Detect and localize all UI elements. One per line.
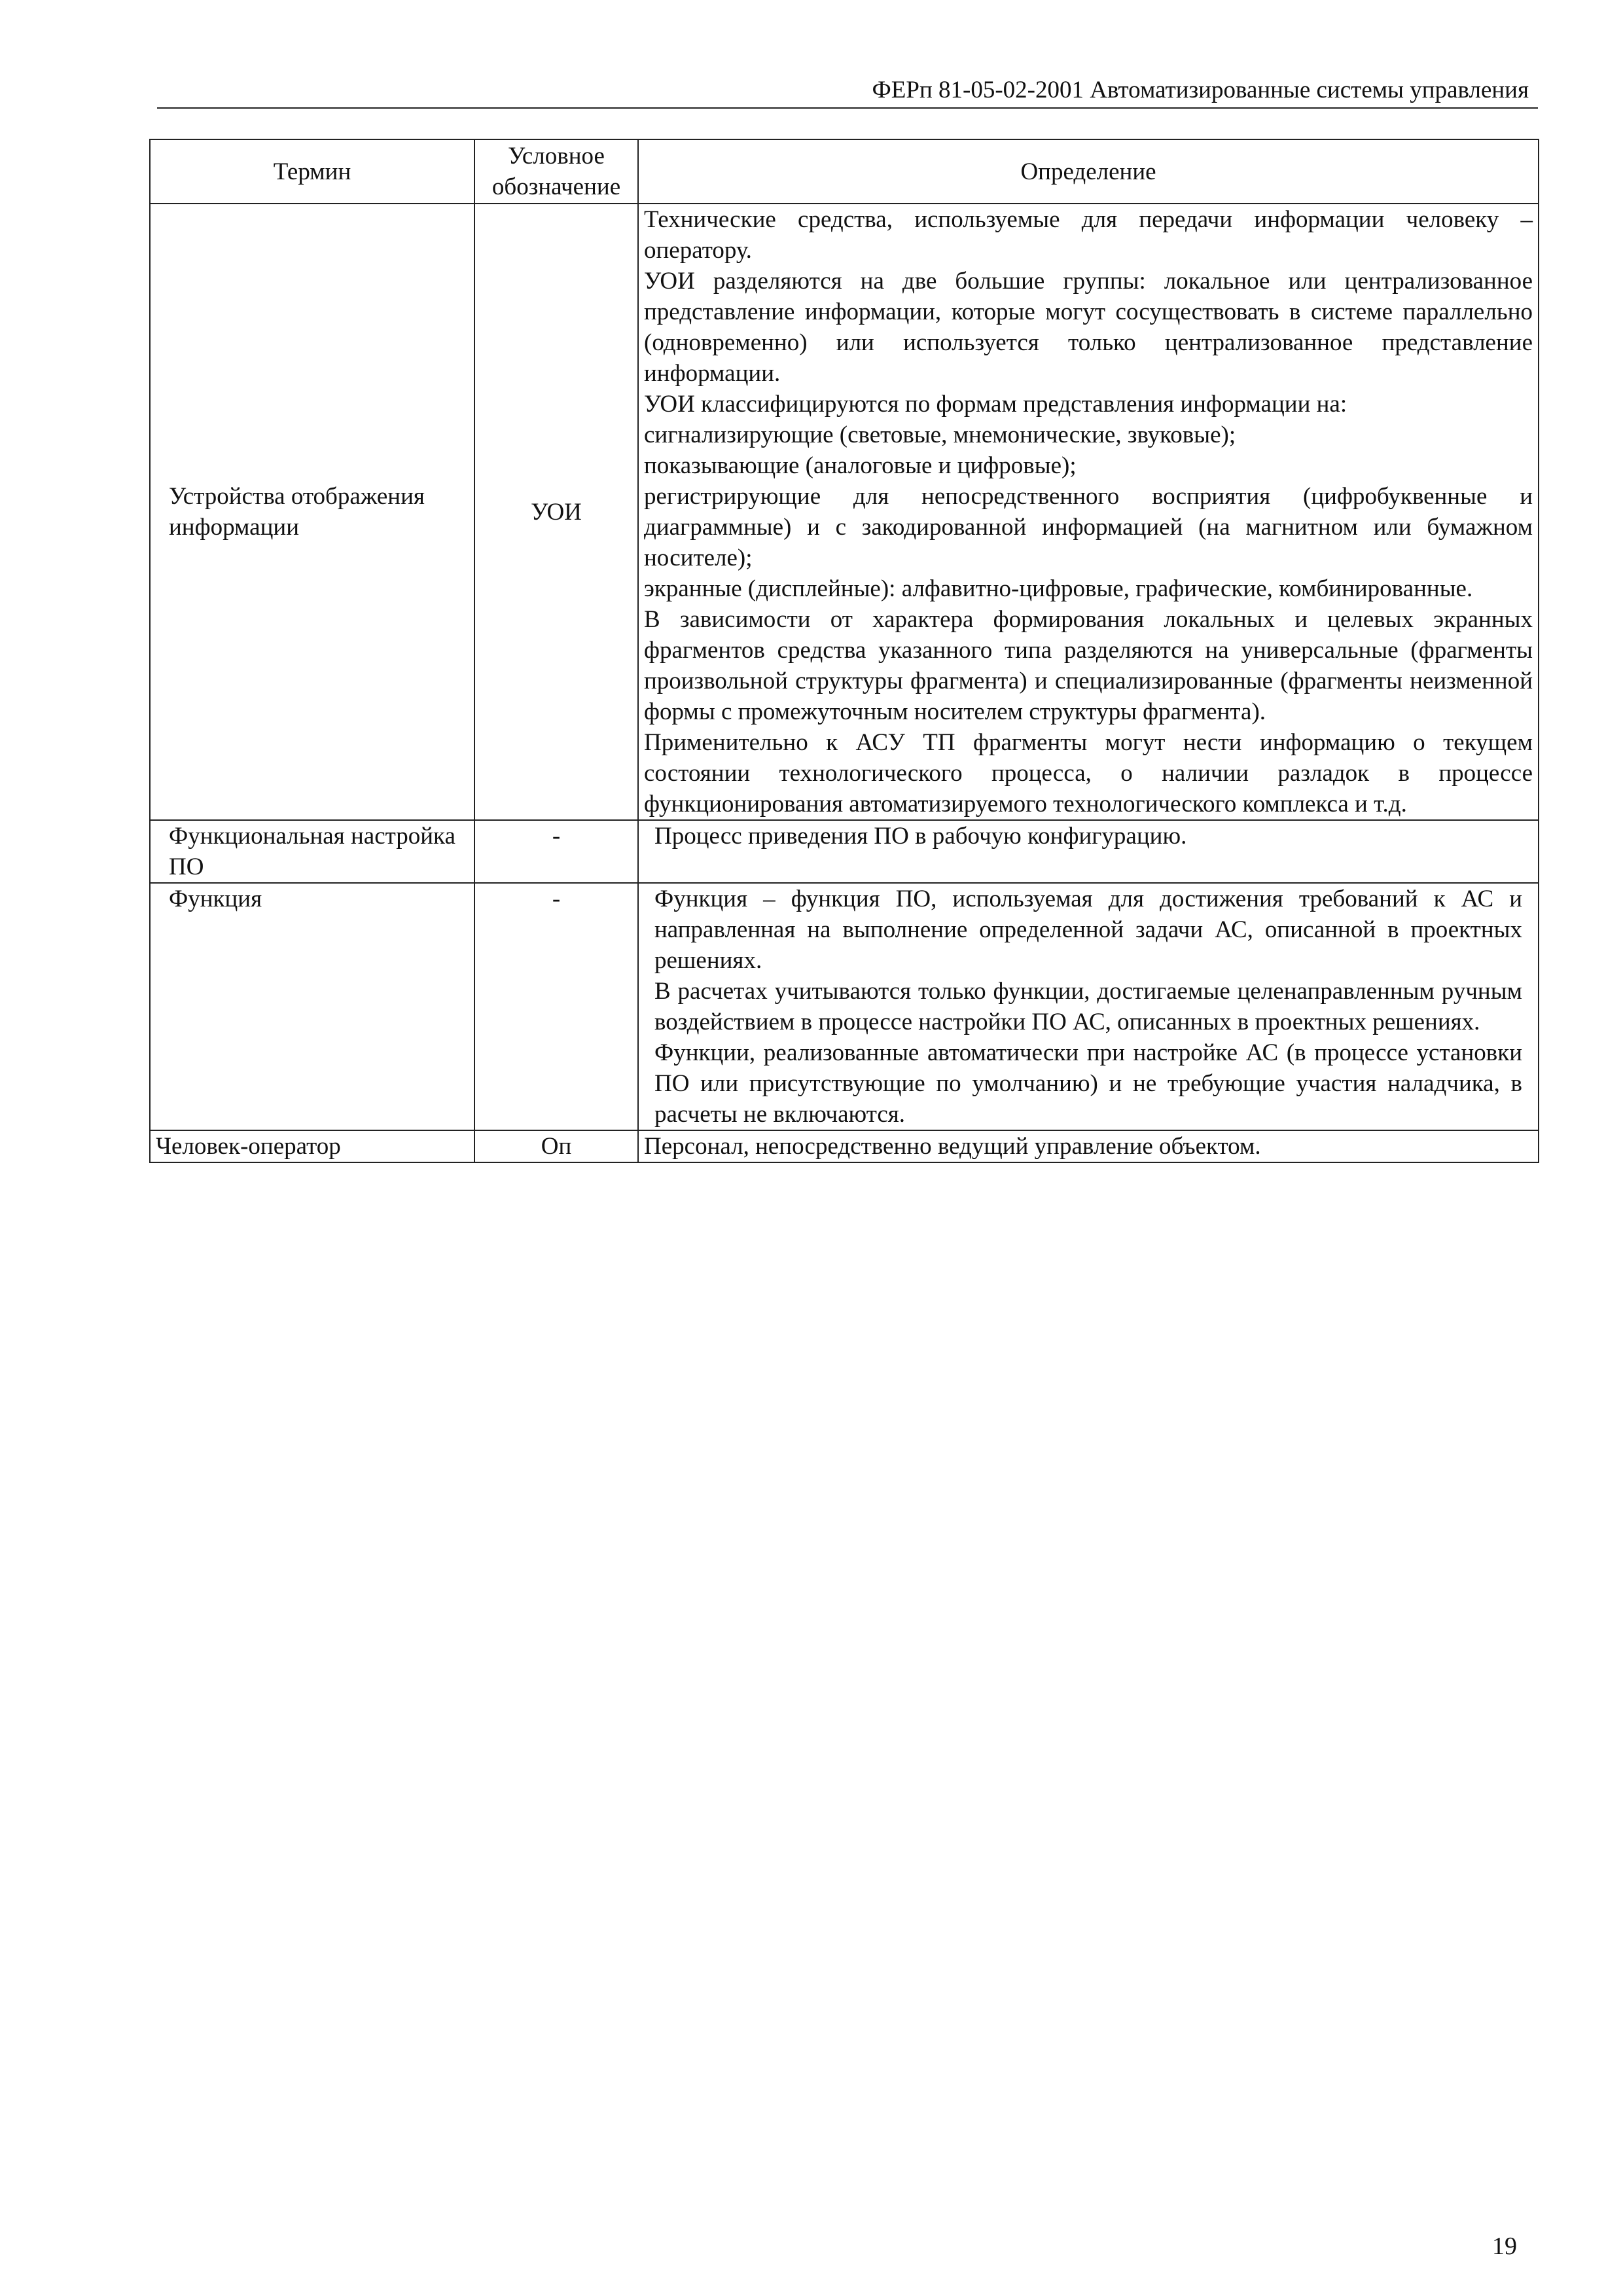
definition-paragraph: сигнализирующие (световые, мнемонические, звуковые); <box>644 422 1236 448</box>
header-term: Термин <box>150 139 474 204</box>
table-row <box>150 1130 1539 1162</box>
abbr-cell <box>474 1130 638 1162</box>
term-cell <box>150 204 474 820</box>
definition-paragraph: Технические средства, используемые для передачи информации человеку – оператору. <box>644 206 1533 264</box>
definition-paragraph: Функция – функция ПО, используемая для достижения требований к АС и направленная на выполнение определенной задачи АС, описанной в проектных решениях. <box>654 886 1522 974</box>
definition-paragraph: УОИ разделяются на две большие группы: локальное или централизованное представление информации, которые могут сосуществовать в системе параллельно (одновременно) или используется только централизованное представление информации. <box>644 268 1533 387</box>
page-number: 19 <box>1492 2233 1517 2260</box>
definition-paragraph: экранные (дисплейные): алфавитно-цифровые, графические, комбинированные. <box>644 575 1473 602</box>
term-cell <box>150 883 474 1130</box>
header-abbr: Условное обозначение <box>474 139 638 204</box>
table-header-row <box>150 139 1539 204</box>
definition-cell <box>638 883 1539 1130</box>
abbr-cell <box>474 820 638 883</box>
abbr-text: - <box>552 823 561 850</box>
definition-paragraph: Процесс приведения ПО в рабочую конфигурацию. <box>654 823 1187 850</box>
definition-cell <box>638 1130 1539 1162</box>
term-cell <box>150 820 474 883</box>
definition-paragraph: Функции, реализованные автоматически при настройке АС (в процессе установки ПО или присутствующие по умолчанию) и не требующие участия наладчика, в расчеты не включаются. <box>654 1039 1522 1128</box>
abbr-text: - <box>552 886 561 912</box>
abbr-text: УОИ <box>531 498 582 526</box>
running-header <box>157 73 1538 109</box>
terms-table <box>149 139 1539 1163</box>
definition-cell <box>638 204 1539 820</box>
table-row <box>150 883 1539 1130</box>
header-title: ФЕРп 81-05-02-2001 Автоматизированные системы управления <box>872 77 1529 103</box>
term-text: Функциональная настройка ПО <box>169 823 455 880</box>
abbr-text: Оп <box>541 1133 572 1160</box>
term-text: Человек-оператор <box>156 1133 341 1160</box>
term-cell <box>150 1130 474 1162</box>
definition-paragraph: показывающие (аналоговые и цифровые); <box>644 452 1077 479</box>
abbr-cell <box>474 204 638 820</box>
term-text: Устройства отображения информации <box>169 483 425 541</box>
table-row <box>150 820 1539 883</box>
definition-paragraph: В расчетах учитываются только функции, достигаемые целенаправленным ручным воздействием в процессе настройки ПО АС, описанных в проектных решениях. <box>654 978 1522 1035</box>
definition-paragraph: Персонал, непосредственно ведущий управление объектом. <box>644 1133 1261 1160</box>
definition-cell <box>638 820 1539 883</box>
definition-paragraph: регистрирующие для непосредственного восприятия (цифробуквенные и диаграммные) и с закодированной информацией (на магнитном или бумажном носителе); <box>644 483 1533 571</box>
table-row <box>150 204 1539 820</box>
definition-paragraph: УОИ классифицируются по формам представления информации на: <box>644 391 1347 418</box>
definition-paragraph: Применительно к АСУ ТП фрагменты могут нести информацию о текущем состоянии технологического процесса, о наличии разладок в процессе функционирования автоматизируемого технологического комплекса и т.д. <box>644 729 1533 817</box>
definition-paragraph: В зависимости от характера формирования локальных и целевых экранных фрагментов средства указанного типа разделяются на универсальные (фрагменты произвольной структуры фрагмента) и специализированные (фрагменты неизменной формы с промежуточным носителем структуры фрагмента). <box>644 606 1533 725</box>
abbr-cell <box>474 883 638 1130</box>
header-definition: Определение <box>638 139 1539 204</box>
term-text: Функция <box>169 886 262 912</box>
